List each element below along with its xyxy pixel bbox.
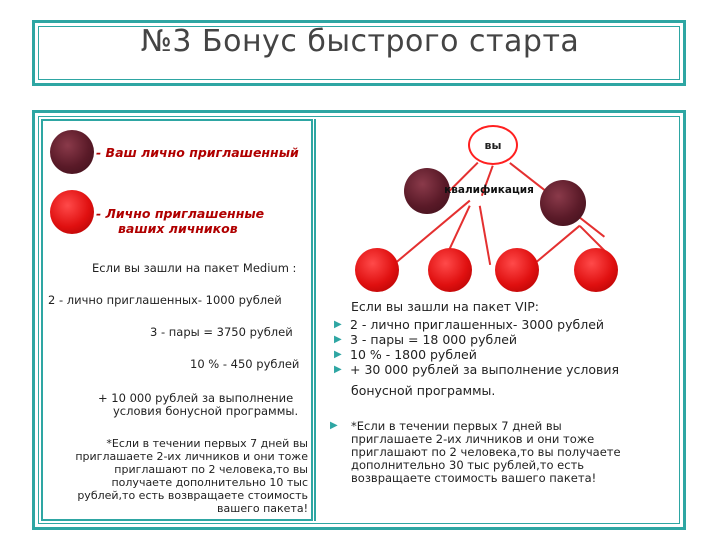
page-title: №3 Бонус быстрого старта (140, 24, 580, 59)
personal-node-right-icon (540, 180, 586, 226)
legend-second-text-1: - Лично приглашенные (96, 206, 265, 221)
medium-note-1: *Если в течении первых 7 дней вы (106, 437, 308, 450)
vip-list-item: ▶ 2 - лично приглашенных- 3000 рублей (334, 317, 605, 332)
second-tier-node-2-icon (428, 248, 472, 292)
vip-list-item: ▶ + 30 000 рублей за выполнение условия (334, 362, 620, 377)
second-tier-node-3-icon (495, 248, 539, 292)
medium-line-2: 3 - пары = 3750 рублей (150, 325, 293, 339)
vip-note-3: приглашают по 2 человека,то вы получаете (351, 445, 621, 459)
you-label: вы (484, 139, 502, 152)
panel-divider (314, 119, 316, 521)
second-tier-node-4-icon (574, 248, 618, 292)
second-tier-node-1-icon (355, 248, 399, 292)
arrow-bullet-icon: ▶ (334, 334, 342, 345)
arrow-bullet-icon: ▶ (334, 349, 342, 360)
medium-line-1: 2 - лично приглашенных- 1000 рублей (48, 293, 282, 307)
arrow-bullet-icon: ▶ (334, 364, 342, 375)
legend-red-circle-icon (50, 190, 94, 234)
vip-list (330, 317, 619, 377)
medium-line-4a: + 10 000 рублей за выполнение (98, 391, 294, 405)
vip-note-4: дополнительно 30 тыс рублей,то есть (351, 458, 585, 472)
medium-note-2: приглашаете 2-их личников и они тоже (75, 450, 308, 463)
arrow-bullet-icon: ▶ (330, 420, 338, 431)
vip-heading: Если вы зашли на пакет VIP: (351, 299, 540, 314)
vip-item-4-continued: бонусной программы. (351, 383, 496, 398)
medium-note-4: получаете дополнительно 10 тыс (111, 476, 308, 489)
medium-heading: Если вы зашли на пакет Medium : (92, 261, 297, 275)
medium-note-3: приглашают по 2 человека,то вы (114, 463, 308, 476)
vip-note-2: приглашаете 2-их личников и они тоже (351, 432, 595, 446)
vip-note-5: возвращаете стоимость вашего пакета! (351, 471, 597, 485)
medium-line-3: 10 % - 450 рублей (190, 357, 300, 371)
qualification-label: квалификация (444, 184, 534, 196)
medium-note-5: рублей,то есть возвращаете стоимость (77, 489, 308, 502)
legend-second-text-2: ваших личников (118, 221, 238, 236)
vip-list-item: ▶ 3 - пары = 18 000 рублей (334, 332, 518, 347)
arrow-bullet-icon: ▶ (334, 319, 342, 330)
vip-note-1: *Если в течении первых 7 дней вы (351, 419, 562, 433)
medium-note-6: вашего пакета! (217, 502, 308, 515)
vip-list-item: ▶ 10 % - 1800 рублей (334, 347, 477, 362)
medium-line-4b: условия бонусной программы. (113, 404, 299, 418)
legend-personal-text: - Ваш лично приглашенный (96, 145, 299, 160)
legend-dark-circle-icon (50, 130, 94, 174)
